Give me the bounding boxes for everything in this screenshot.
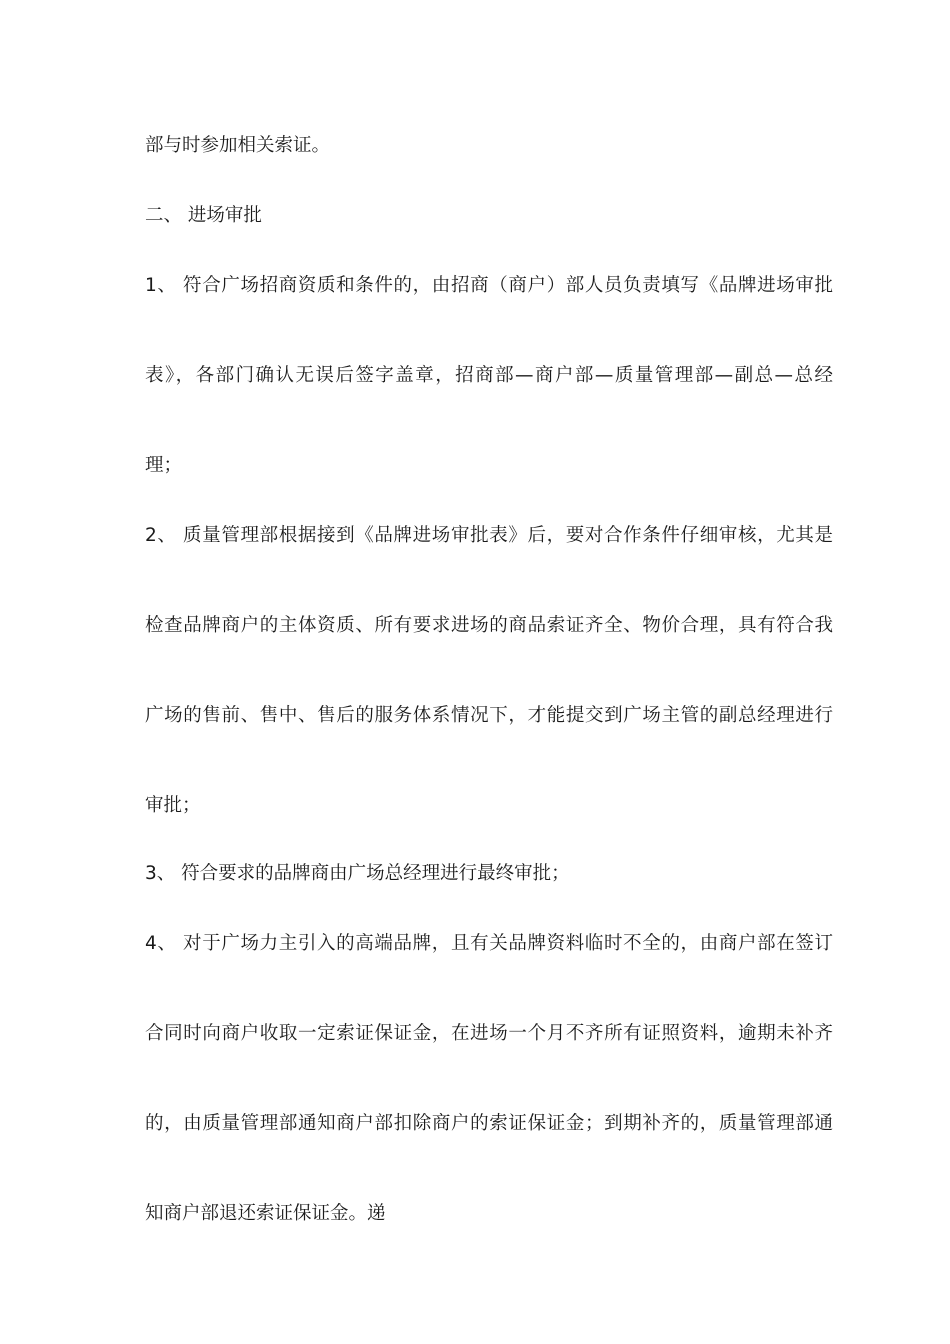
text-line-4: 表》，各部门确认无误后签字盖章，招商部—商户部—质量管理部—副总—总经 <box>145 365 833 386</box>
text-line-14: 知商户部退还索证保证金。递 <box>145 1203 386 1224</box>
text-line-1: 部与时参加相关索证。 <box>145 135 331 156</box>
text-line-5: 理； <box>145 455 183 476</box>
text-line-6: 2、 质量管理部根据接到《品牌进场审批表》后，要对合作条件仔细审核，尤其是 <box>145 525 833 546</box>
text-line-13: 的，由质量管理部通知商户部扣除商户的索证保证金；到期补齐的，质量管理部通 <box>145 1113 833 1134</box>
text-line-10: 3、 符合要求的品牌商由广场总经理进行最终审批； <box>145 863 570 884</box>
text-line-9: 审批； <box>145 795 201 816</box>
text-line-3: 1、 符合广场招商资质和条件的，由招商（商户）部人员负责填写《品牌进场审批 <box>145 275 833 296</box>
text-line-12: 合同时向商户收取一定索证保证金，在进场一个月不齐所有证照资料，逾期未补齐 <box>145 1023 833 1044</box>
text-line-11: 4、 对于广场力主引入的高端品牌，且有关品牌资料临时不全的，由商户部在签订 <box>145 933 833 954</box>
text-line-7: 检查品牌商户的主体资质、所有要求进场的商品索证齐全、物价合理，具有符合我 <box>145 615 833 636</box>
section-heading-approval: 二、 进场审批 <box>145 205 262 226</box>
text-line-8: 广场的售前、售中、售后的服务体系情况下，才能提交到广场主管的副总经理进行 <box>145 705 833 726</box>
